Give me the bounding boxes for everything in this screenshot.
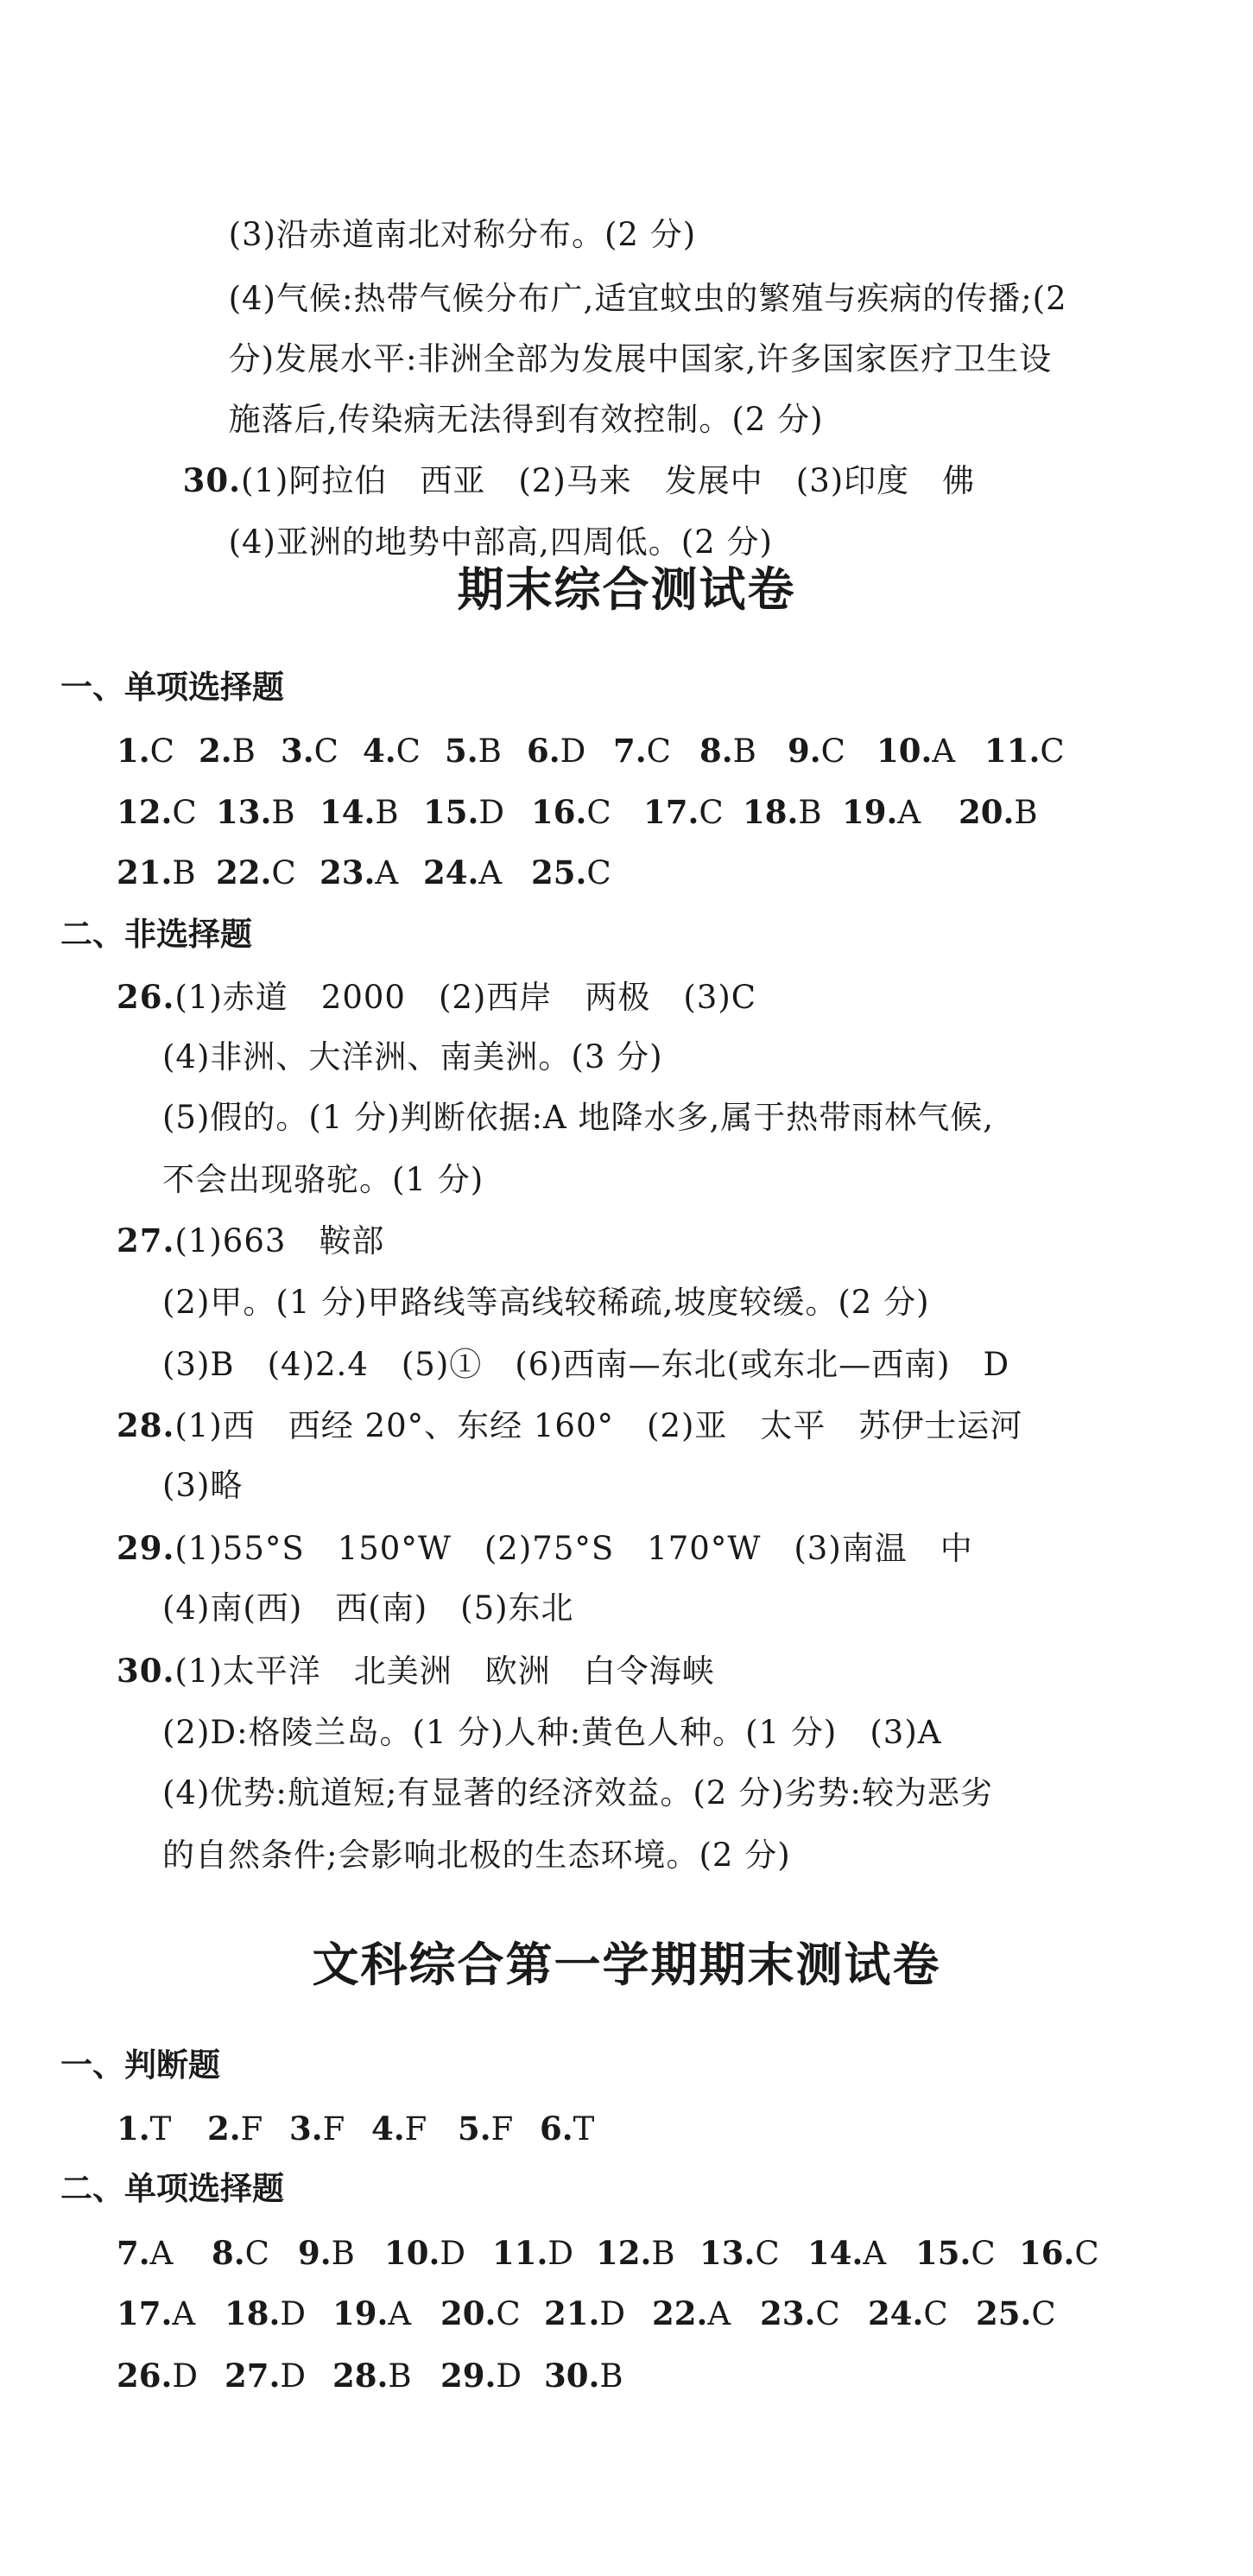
question-number: 8. [699,732,733,770]
answer-choice: C [396,733,421,770]
question-number: 28. [332,2357,389,2395]
answer-item [492,2232,573,2275]
answer-choice: D [172,2357,199,2395]
answer-text: (2)D:格陵兰岛。(1 分)人种:黄色人种。(1 分) (3)A [162,1714,942,1751]
answer-choice: A [172,2295,196,2332]
answer-choice: A [375,854,399,891]
answer-item [699,730,756,772]
answer-line [117,1527,973,1570]
answer-item [540,2108,594,2150]
question-number: 12. [596,2234,652,2272]
question-number: 22. [652,2294,708,2332]
answer-item [531,852,611,894]
answer-choice: B [478,733,502,770]
answer-choice: C [1040,733,1065,770]
question-number: 26. [117,978,175,1016]
answer-choice: B [1014,794,1038,831]
question-number: 3. [281,732,314,770]
answer-text: (1)太平洋 北美洲 欧洲 白令海峡 [174,1653,715,1690]
question-number: 16. [531,793,587,831]
answer-line [162,1465,243,1507]
answer-line [162,1159,484,1201]
answer-line [117,1220,384,1262]
answer-text: (4)非洲、大洋洲、南美洲。(3 分) [162,1038,663,1075]
answer-line [117,976,756,1018]
answer-item [423,791,504,834]
question-number: 20. [959,793,1015,831]
answer-item [760,2293,840,2335]
question-number: 4. [363,732,396,770]
answer-line [162,1773,993,1814]
answer-item [643,791,724,834]
question-number: 7. [117,2234,150,2272]
question-number: 16. [1019,2234,1075,2272]
answer-item [788,730,845,772]
answer-item [544,2293,625,2335]
answer-choice: C [149,733,174,770]
question-number: 18. [743,793,799,831]
answer-choice: A [863,2235,887,2272]
answer-text: (5)假的。(1 分)判断依据:A 地降水多,属于热带雨林气候, [162,1099,995,1136]
answer-choice: D [280,2295,307,2332]
answer-choice: A [149,2235,174,2272]
answer-choice: B [732,733,756,770]
question-number: 14. [807,2234,864,2272]
answer-item [743,791,822,834]
question-number: 5. [445,732,478,770]
question-number: 2. [207,2110,241,2148]
answer-item [216,791,295,834]
answer-text: (4)亚洲的地势中部高,四周低。(2 分) [228,523,773,561]
answer-item [117,730,174,772]
answer-choice: C [699,794,724,831]
answer-item [445,730,502,772]
answer-item [320,791,399,834]
answer-item [976,2293,1056,2335]
question-number: 29. [440,2357,497,2395]
question-number: 6. [527,732,560,770]
answer-item [876,730,955,772]
answer-choice: C [244,2235,269,2272]
question-number: 4. [371,2110,405,2148]
answer-choice: T [149,2110,172,2148]
question-number: 5. [458,2110,491,2148]
answer-choice: C [971,2235,996,2272]
answer-choice: F [322,2110,345,2148]
question-number: 15. [423,793,479,831]
question-number: 23. [320,853,376,891]
answer-line [117,1405,1022,1447]
question-number: 30. [182,461,241,499]
answer-text: 分)发展水平:非洲全部为发展中国家,许多国家医疗卫生设 [228,340,1053,378]
answer-item [458,2108,513,2150]
answer-text: (1)赤道 2000 (2)西岸 两极 (3)C [174,979,757,1016]
answer-item [1019,2232,1099,2275]
answer-choice: C [1031,2295,1056,2332]
answer-choice: B [172,854,196,891]
question-number: 10. [876,732,933,770]
question-number: 14. [320,793,376,831]
answer-choice: C [172,794,197,831]
question-number: 1. [117,2110,150,2148]
question-number: 28. [117,1406,175,1444]
question-number: 23. [760,2294,816,2332]
question-number: 6. [540,2110,573,2148]
answer-item [384,2232,465,2275]
question-number: 3. [289,2110,323,2148]
answer-line [162,1835,791,1876]
answer-item [613,730,671,772]
answer-item [216,852,296,894]
answer-item [212,2232,269,2275]
answer-item [959,791,1038,834]
answer-item [298,2232,355,2275]
answer-item [117,791,197,834]
question-number: 7. [613,732,647,770]
answer-text: (4)优势:航道短;有显著的经济效益。(2 分)劣势:较为恶劣 [162,1774,993,1811]
answer-item [117,2232,173,2275]
answer-item [332,2293,411,2335]
question-number: 12. [117,793,173,831]
answer-item [199,730,256,772]
question-number: 1. [117,732,150,770]
exam1-section-multiple-choice: 一、单项选择题 [60,669,284,706]
question-number: 21. [117,853,173,891]
answer-choice: D [496,2357,522,2395]
answer-choice: A [388,2295,412,2332]
exam2-title: 文科综合第一学期期末测试卷 [312,1938,941,1992]
answer-choice: T [573,2110,595,2148]
answer-text: 施落后,传染病无法得到有效控制。(2 分) [228,401,824,438]
answer-line [117,1650,715,1692]
answer-text: (4)气候:热带气候分布广,适宜蚊虫的繁殖与疾病的传播;(2 [228,280,1067,317]
answer-choice: D [560,733,586,770]
exam2-section-multiple-choice: 二、单项选择题 [60,2170,284,2207]
question-number: 26. [117,2357,173,2395]
question-number: 30. [544,2357,600,2395]
answer-line [162,1282,930,1323]
answer-line [162,1588,574,1629]
answer-item [117,2108,171,2150]
answer-line [162,1344,1009,1386]
answer-text: (2)甲。(1 分)甲路线等高线较稀疏,坡度较缓。(2 分) [162,1284,930,1321]
answer-item [440,2355,522,2397]
answer-item [371,2108,427,2150]
answer-item [440,2293,521,2335]
answer-choice: B [651,2235,675,2272]
answer-choice: B [331,2235,355,2272]
question-number: 25. [976,2294,1032,2332]
question-number: 17. [643,793,699,831]
question-number: 20. [440,2294,497,2332]
answer-item [117,852,196,894]
answer-text: (3)B (4)2.4 (5)① (6)西南—东北(或东北—西南) D [162,1346,1010,1383]
answer-choice: C [586,794,611,831]
answer-line [162,480,773,563]
question-number: 29. [117,1529,175,1567]
answer-text: (3)略 [162,1467,244,1504]
answer-item [984,730,1065,772]
answer-item [531,791,611,834]
answer-choice: F [240,2110,263,2148]
answer-choice: F [490,2110,514,2148]
answer-item [596,2232,675,2275]
answer-choice: D [547,2235,574,2272]
answer-choice: B [231,733,256,770]
answer-choice: A [897,794,921,831]
answer-line [162,1712,941,1754]
answer-choice: B [375,794,399,831]
question-number: 9. [298,2234,332,2272]
answer-choice: C [815,2295,840,2332]
answer-choice: A [478,854,503,891]
answer-choice: C [820,733,845,770]
question-number: 25. [531,853,587,891]
question-number: 24. [423,853,479,891]
question-number: 11. [492,2234,548,2272]
answer-item [423,852,502,894]
answer-choice: C [1074,2235,1099,2272]
question-number: 15. [915,2234,971,2272]
answer-item [699,2232,780,2275]
answer-choice: B [388,2357,412,2395]
question-number: 9. [788,732,821,770]
question-number: 19. [332,2294,389,2332]
answer-text: 不会出现骆驼。(1 分) [162,1161,484,1198]
answer-text: (3)沿赤道南北对称分布。(2 分) [228,216,697,253]
answer-item [842,791,921,834]
answer-item [652,2293,731,2335]
answer-item [544,2355,623,2397]
exam1-section-non-choice: 二、非选择题 [60,916,252,953]
question-number: 10. [384,2234,440,2272]
answer-item [281,730,339,772]
answer-item [807,2232,886,2275]
question-number: 30. [117,1652,175,1690]
answer-item [527,730,585,772]
answer-item [117,2293,195,2335]
question-number: 19. [842,793,898,831]
answer-line [162,1037,663,1078]
answer-item [225,2355,306,2397]
answer-choice: D [440,2235,466,2272]
answer-choice: C [496,2295,521,2332]
answer-item [289,2108,345,2150]
answer-choice: B [798,794,822,831]
answer-text: (1)55°S 150°W (2)75°S 170°W (3)南温 中 [174,1530,973,1567]
answer-choice: D [599,2295,626,2332]
answer-item [363,730,421,772]
answer-line [162,1097,994,1139]
question-number: 17. [117,2294,173,2332]
question-number: 27. [117,1221,175,1259]
answer-choice: D [478,794,505,831]
answer-item [320,852,398,894]
answer-item [868,2293,948,2335]
answer-choice: B [271,794,295,831]
question-number: 8. [212,2234,245,2272]
answer-choice: C [755,2235,780,2272]
question-number: 13. [699,2234,756,2272]
answer-choice: A [932,733,956,770]
answer-item [117,2355,198,2397]
answer-choice: B [599,2357,623,2395]
question-number: 27. [225,2357,281,2395]
answer-choice: D [280,2357,307,2395]
answer-text: (1)663 鞍部 [174,1222,385,1259]
answer-choice: C [271,854,296,891]
answer-text: 的自然条件;会影响北极的生态环境。(2 分) [162,1837,791,1874]
answer-item [332,2355,412,2397]
exam1-title: 期末综合测试卷 [457,562,796,617]
question-number: 2. [199,732,232,770]
answer-choice: A [707,2295,731,2332]
question-number: 11. [984,732,1041,770]
answer-choice: F [404,2110,427,2148]
question-number: 24. [868,2294,924,2332]
answer-item [915,2232,996,2275]
answer-text: (4)南(西) 西(南) (5)东北 [162,1589,574,1627]
answer-item [225,2293,306,2335]
answer-text: (1)阿拉伯 西亚 (2)马来 发展中 (3)印度 佛 [240,462,976,499]
answer-choice: C [313,733,339,770]
exam2-section-true-false: 一、判断题 [60,2046,220,2084]
question-number: 13. [216,793,272,831]
answer-item [207,2108,263,2150]
answer-choice: C [586,854,611,891]
question-number: 21. [544,2294,600,2332]
answer-text: (1)西 西经 20°、东经 160° (2)亚 太平 苏伊士运河 [174,1407,1023,1444]
answer-choice: C [923,2295,948,2332]
answer-choice: C [646,733,671,770]
question-number: 22. [216,853,272,891]
question-number: 18. [225,2294,281,2332]
